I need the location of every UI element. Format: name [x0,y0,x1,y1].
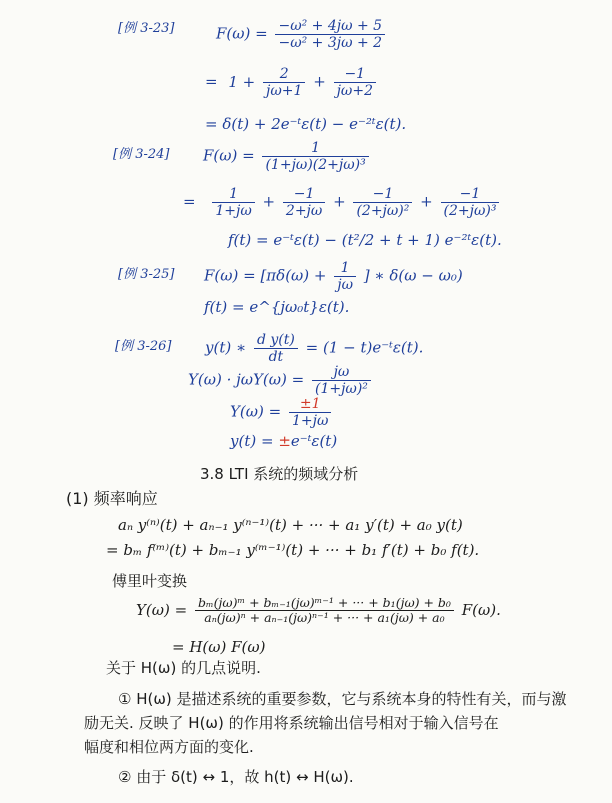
example-3-23-tag: [例 3-23] [118,21,175,36]
ex24-t4-den: (2+jω)³ [443,203,497,220]
ex26-derivative [254,332,298,365]
notes-on-h-omega: 关于 H(ω) 的几点说明. [106,659,261,677]
differential-equation-lhs: aₙ y⁽ⁿ⁾(t) + aₙ₋₁ y⁽ⁿ⁻¹⁾(t) + ··· + a₁ y′(t) + a₀ y(t) [118,516,463,534]
fourier-transform-label: 傅里叶变换 [112,572,188,590]
note-2: ② 由于 δ(t) ↔ 1，故 h(t) ↔ H(ω). [118,768,354,786]
ex26-l2-num: jω [333,364,350,380]
note-1-line-3: 幅度和相位两方面的变化. [84,738,254,756]
ex24-term-3 [353,186,412,219]
ex25-line2: f(t) = e^{jω₀t}ε(t). [204,298,350,316]
ex25-line1-a: F(ω) = [πδ(ω) + [204,266,327,285]
ex23-one-plus: 1 + [228,72,256,91]
ex26-l1-den: dt [268,349,284,366]
ex23-f1-num: 2 [279,66,289,82]
transfer-fraction [195,596,454,626]
ex26-l3-fraction [289,396,331,429]
ex23-lhs: F(ω) = [216,24,268,43]
ex26-line3 [230,396,334,429]
note-1-line-1: ① H(ω) 是描述系统的重要参数，它与系统本身的特性有关，而与激 [118,690,567,708]
ex26-l1-b: = (1 − t)e⁻ᵗε(t). [305,338,424,357]
ex24-term-1 [212,186,254,219]
ex24-fraction [262,140,368,173]
ex23-fraction-2 [334,66,376,99]
ex23-f2-num: −1 [344,66,366,82]
ex23-fraction-1 [263,66,305,99]
ex24-line2 [183,186,502,219]
ex23-f1-den: jω+1 [266,83,303,100]
ex24-lhs: F(ω) = [203,146,255,165]
ex24-numerator: 1 [311,140,321,156]
ex23-line3: = δ(t) + 2e⁻ᵗε(t) − e⁻²ᵗε(t). [205,115,407,133]
ex26-line2 [188,364,374,397]
section-heading: 3.8 LTI 系统的频域分析 [200,465,359,483]
ex23-line2 [205,66,379,99]
ex24-t3-num: −1 [372,186,394,202]
ex23-fraction [275,18,385,51]
ex24-t2-den: 2+jω [285,203,323,220]
ex25-fraction [334,260,356,293]
transfer-numerator: bₘ(jω)ᵐ + bₘ₋₁(jω)ᵐ⁻¹ + ··· + b₁(jω) + b₀ [197,595,451,610]
equals-sign: = [183,192,196,211]
plus-sign: + [333,192,346,211]
ex25-line1 [204,260,463,293]
transfer-denominator: aₙ(jω)ⁿ + aₙ₋₁(jω)ⁿ⁻¹ + ··· + a₁(jω) + a₀ [204,610,445,626]
ex26-l4-a: y(t) = [230,432,274,450]
equals-sign: = [205,72,218,91]
ex26-l1-a: y(t) ∗ [205,338,247,357]
ex24-line1 [203,140,372,173]
transfer-equation [136,596,501,626]
ex23-denominator: −ω² + 3jω + 2 [278,35,383,52]
ex23-numerator: −ω² + 4jω + 5 [278,18,383,34]
ex24-t4-num: −1 [459,186,481,202]
ex26-l2-den: (1+jω)² [314,381,368,398]
ex26-l1-num: d y(t) [256,332,295,348]
ex26-line4 [230,434,337,449]
ex26-l3-num: ±1 [299,396,321,412]
example-3-24-tag: [例 3-24] [113,147,170,162]
example-3-26-tag: [例 3-26] [115,339,172,354]
subsection-frequency-response: (1) 频率响应 [66,489,158,508]
ex24-line3: f(t) = e⁻ᵗε(t) − (t²/2 + t + 1) e⁻²ᵗε(t). [228,231,502,249]
ex24-term-2 [283,186,325,219]
plus-sign: + [262,192,276,211]
ex26-l3-a: Y(ω) = [230,402,282,421]
plus-sign: + [313,72,326,91]
y-omega-rhs: F(ω). [461,600,501,619]
ex24-t1-den: 1+jω [215,203,252,220]
y-omega-lhs: Y(ω) = [136,600,188,619]
ex23-line1 [216,18,388,51]
ex26-l4-b: e⁻ᵗε(t) [290,432,338,450]
ex23-f2-den: jω+2 [336,83,373,100]
note-1-line-2: 励无关. 反映了 H(ω) 的作用将系统输出信号相对于输入信号在 [84,714,499,732]
ex24-t2-num: −1 [293,186,315,202]
differential-equation-rhs: = bₘ f⁽ᵐ⁾(t) + bₘ₋₁ y⁽ᵐ⁻¹⁾(t) + ··· + b₁ f′(t) + b₀ f(t). [106,541,480,559]
ex26-l2-a: Y(ω) · jωY(ω) = [188,370,305,389]
ex26-l4-plus-minus: ± [278,432,291,450]
ex26-line1 [205,332,423,365]
ex25-f-den: jω [337,277,354,294]
example-3-25-tag: [例 3-25] [118,267,175,282]
ex25-line1-b: ] ∗ δ(ω − ω₀) [363,266,463,285]
ex24-denominator: (1+jω)(2+jω)³ [265,157,366,174]
ex26-l2-fraction [312,364,371,397]
ex24-term-4 [441,186,500,219]
ex24-t1-num: 1 [229,186,239,202]
ex24-t3-den: (2+jω)² [356,203,410,220]
ex25-f-num: 1 [340,260,350,276]
h-times-f-line: = H(ω) F(ω) [172,638,266,656]
plus-sign: + [420,192,433,211]
ex26-l3-den: 1+jω [291,413,329,430]
